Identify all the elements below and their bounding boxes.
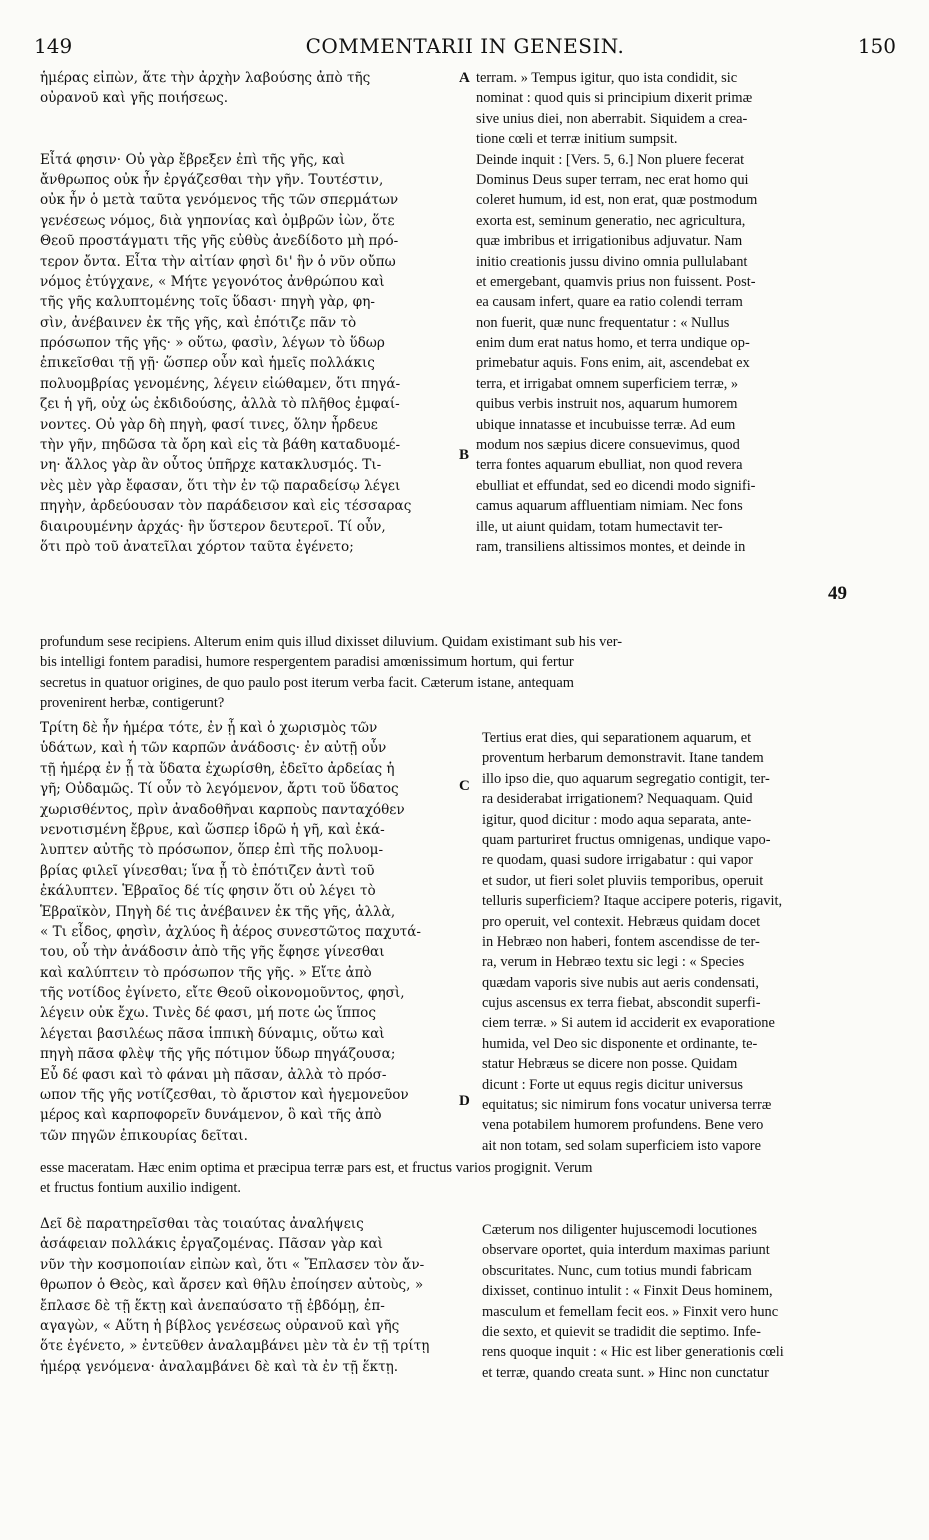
text-line: Εἶτά φησιν· Οὐ γὰρ ἔβρεξεν ἐπὶ τῆς γῆς, καὶ <box>40 151 346 168</box>
text-line: re quodam, quasi sudore irrigabatur : qui vapor <box>482 852 753 869</box>
text-line: rens quoque inquit : « Hic est liber generationis cœli <box>482 1344 784 1361</box>
text-line: et terræ, quando creata sunt. » Hinc non cunctatur <box>482 1364 769 1381</box>
latin-column-1 <box>476 68 886 557</box>
text-line: ait non totam, sed solam superficiem isto vapore <box>482 1137 761 1154</box>
margin-marker-d: D <box>459 1093 470 1109</box>
text-line: humida, vel Deo sic disponente et ordinante, te- <box>482 1035 758 1052</box>
text-line: masculum et femellam fecit eos. » Finxit vero hunc <box>482 1303 779 1320</box>
text-line: νόμος ἐτύγχανε, « Μήτε γεγονότος ἀνθρώπου καὶ <box>40 273 385 290</box>
text-line: ὅτε ἐγένετο, » ἐντεῦθεν ἀναλαμβάνει μὲν τὰ ἐν τῇ τρίτῃ <box>40 1338 430 1355</box>
margin-marker-c: C <box>459 778 470 794</box>
text-line: cujus ascensus ex terra fiebat, abscondit superfi- <box>482 995 761 1012</box>
text-line: ubique innatasse et incubuisse terræ. Ad eum <box>476 416 736 433</box>
text-line: οὐρανοῦ καὶ γῆς ποιήσεως. <box>40 90 229 107</box>
greek-column-2 <box>40 718 458 1146</box>
text-line: ea causam infert, quare ea ratio colendi terram <box>476 294 743 311</box>
text-line: τῆς γῆς καλυπτομένης τοῖς ὕδασι· πηγὴ γὰρ, φη- <box>40 294 375 311</box>
text-line: pro operuit, vel contexit. Hebræus quidam docet <box>482 913 761 930</box>
text-line: modum nos sæpius dicere consuevimus, quod <box>476 437 740 454</box>
text-line: Τρίτη δὲ ἦν ἡμέρα τότε, ἐν ᾗ καὶ ὁ χωρισμὸς τῶν <box>40 720 378 736</box>
text-line: telluris superficiem? Itaque accipere poteris, rigavit, <box>482 893 783 910</box>
text-line: Ἑβραϊκὸν, Πηγὴ δέ τις ἀνέβαινεν ἐκ τῆς γῆς, ἀλλὰ, <box>40 903 396 920</box>
text-line: πηγὴν, ἀρδεύουσαν τὸν παράδεισον καὶ εἰς τέσσαρας <box>40 498 412 515</box>
text-line: dixisset, continuo intulit : « Finxit Deus hominem, <box>482 1283 773 1300</box>
text-line: terra, et irrigabat omnem superficiem terræ, » <box>476 375 739 392</box>
text-line: et sudor, ut fieri solet pluviis temporibus, operuit <box>482 872 764 889</box>
text-line: Cæterum nos diligenter hujuscemodi locutiones <box>482 1222 757 1238</box>
text-line: ἐπικεῖσθαι τῇ γῇ· ὥσπερ οὖν καὶ ἡμεῖς πολλάκις <box>40 355 375 372</box>
text-line: quam parturiret fructus omnigenas, undique vapo- <box>482 831 771 848</box>
text-line: οὐκ ἦν ὁ μετὰ ταῦτα γενόμενος τῆς τῶν σπερμάτων <box>40 192 399 209</box>
page-number-right: 150 <box>857 34 896 58</box>
text-line: bis intelligi fontem paradisi, humore respergentem paradisi amœnissimum hortum, qui fertur <box>40 654 574 671</box>
text-line: observare oportet, quia interdum maximas pariunt <box>482 1242 770 1259</box>
text-line: provenirent herbæ, contigerunt? <box>40 695 225 712</box>
text-line: ἡμέρας εἰπὼν, ἅτε τὴν ἀρχὴν λαβούσης ἀπὸ τῆς <box>40 70 371 86</box>
text-line: « Τι εἶδος, φησὶν, ἀχλύος ἢ ἀέρος συνεστῶτος παχυτά- <box>40 923 422 940</box>
text-line: enim dum erat natus homo, et terra undique op- <box>476 335 750 352</box>
text-line: secretus in quatuor origines, de quo paulo post iterum verba facit. Cæterum istane, antequam <box>40 674 574 691</box>
text-line: initio creationis jussu divino omnia pullulabant <box>476 253 748 270</box>
text-line: exorta est, seminum generatio, nec agricultura, <box>476 212 746 229</box>
latin-full-width-1 <box>40 632 892 714</box>
text-line: λυπτεν αὐτῆς τὸ πρόσωπον, ὅπερ ἐπὶ τῆς πολυομ- <box>40 842 384 859</box>
text-line: camus aquarum affluentiam nimiam. Nec fons <box>476 498 743 515</box>
text-line: Εὖ δέ φασι καὶ τὸ φάναι μὴ πᾶσαν, ἀλλὰ τὸ πρόσ- <box>40 1066 387 1083</box>
text-line: ζει ἡ γῆ, οὐχ ὡς ἐκδιδούσης, ἀλλὰ τὸ πλῆθος ἐμφαί- <box>40 396 400 413</box>
text-line: ἡμέρᾳ γενόμενα· ἀναλαμβάνει δὲ καὶ τὰ ἐν τῇ ἕκτῃ. <box>40 1358 399 1375</box>
text-line: Dominus Deus super terram, nec erat homo qui <box>476 171 749 188</box>
text-line: statur Hebræus se dicere non posse. Quidam <box>482 1056 738 1073</box>
text-line: tione cœli et terræ initium sumpsit. <box>476 131 678 148</box>
text-line: et emergebant, quamvis prius non fuissent. Post- <box>476 273 756 290</box>
text-line: profundum sese recipiens. Alterum enim quis illud dixisset diluvium. Quidam existimant sub his ver- <box>40 634 623 650</box>
text-line: καὶ καλύπτειν τὸ πρόσωπον τῆς γῆς. » Εἴτε ἀπὸ <box>40 964 372 981</box>
running-title: COMMENTARII IN GENESIN. <box>305 34 625 58</box>
text-line: nominat : quod quis si principium dixerit primæ <box>476 90 753 107</box>
text-line: πολυομβρίας γενομένης, λέγειν εἰώθαμεν, ὅτι πηγά- <box>40 375 401 392</box>
margin-marker-a: A <box>459 70 470 86</box>
text-line: ra desiderabat irrigationem? Nequaquam. Quid <box>482 791 753 808</box>
text-line: νὲς μὲν γὰρ ἔφασαν, ὅτι τὴν ἐν τῷ παραδείσῳ λέγει <box>40 477 401 494</box>
text-line: γενέσεως νόμος, διὰ γηπονίας καὶ ὀμβρῶν ἰὼν, ὅτε <box>40 212 395 229</box>
text-line: θρωπον ὁ Θεὸς, καὶ ἄρσεν καὶ θῆλυ ἐποίησεν αὐτοὺς, » <box>40 1277 424 1294</box>
text-line: πρόσωπον τῆς γῆς· » οὕτω, φασὶν, λέγων τὸ ὕδωρ <box>40 335 385 352</box>
text-line: νοντες. Οὐ γὰρ δὴ πηγὴ, φασί τινες, ὅλην ἦρδευε <box>40 416 378 433</box>
greek-column-3 <box>40 1214 458 1377</box>
text-line: illo ipso die, quo aquarum segregatio contigit, ter- <box>482 770 770 787</box>
text-line: ciem terræ. » Si autem id acciderit ex evaporatione <box>482 1015 775 1032</box>
text-line: ἀσάφειαν πολλάκις ἐργαζομένας. Πᾶσαν γὰρ καὶ <box>40 1236 384 1253</box>
text-line: ram, transiliens altissimos montes, et deinde in <box>476 538 746 555</box>
text-line: ἐκάλυπτεν. Ἑβραῖος δέ τίς φησιν ὅτι οὐ λέγει τὸ <box>40 883 376 900</box>
text-line <box>40 129 458 149</box>
text-line: τῶν πηγῶν ἐπικουρίας δεῖται. <box>40 1127 248 1144</box>
text-line <box>40 109 458 129</box>
text-line: terram. » Tempus igitur, quo ista condidit, sic <box>476 70 738 86</box>
text-line: πηγὴ πᾶσα φλὲψ τῆς γῆς πότιμον ὕδωρ πηγάζουσα; <box>40 1046 396 1063</box>
text-line: ἄνθρωπος οὐκ ἦν ἐργάζεσθαι τὴν γῆν. Τουτέστιν, <box>40 171 384 188</box>
text-line: sive unius diei, non aberrabit. Siquidem a crea- <box>476 110 748 127</box>
text-line: proventum herbarum demonstravit. Itane tandem <box>482 750 764 767</box>
text-line: Tertius erat dies, qui separationem aquarum, et <box>482 730 752 746</box>
text-line: τῆς νοτίδος ἐγίνετο, εἴτε Θεοῦ οἰκονομοῦντος, φησὶ, <box>40 985 405 1002</box>
text-line: ra, verum in Hebræo textu sic legi : « Species <box>482 954 745 971</box>
text-line: ἔπλασε δὲ τῇ ἕκτῃ καὶ ἀνεπαύσατο τῇ ἑβδόμῃ, ἐπ- <box>40 1297 385 1314</box>
latin-full-width-2 <box>40 1158 892 1199</box>
text-line: σὶν, ἀνέβαινεν ἐκ τῆς γῆς, καὶ ἐπότιζε πᾶν τὸ <box>40 314 357 331</box>
text-line: γῆ; Οὐδαμῶς. Τί οὖν τὸ λεγόμενον, ἄρτι τοῦ ὕδατος <box>40 781 399 798</box>
text-line: ὑδάτων, καὶ ἡ τῶν καρπῶν ἀνάδοσις· ἐν αὐτῇ οὖν <box>40 740 387 757</box>
text-line: νῦν τὴν κοσμοποιίαν εἰπὼν καὶ, ὅτι « Ἔπλασεν τὸν ἄν- <box>40 1256 425 1273</box>
greek-column-1 <box>40 68 458 557</box>
text-line: Deinde inquit : [Vers. 5, 6.] Non pluere fecerat <box>476 151 745 168</box>
text-line: ebulliat et effundat, sed eo dicendi modo signifi- <box>476 477 756 494</box>
text-line: νη· ἄλλος γὰρ ἂν οὗτος ὑπῆρχε κατακλυσμός. Τι- <box>40 457 382 474</box>
text-line: ωπον τῆς γῆς νοτίζεσθαι, τὸ ἄριστον καὶ ἡγεμονεῦον <box>40 1087 409 1104</box>
page-number-left: 149 <box>34 34 73 58</box>
latin-column-2 <box>482 728 892 1156</box>
text-line: διαιρουμένην ἀρχάς· ἣν ὕστερον δευτεροῖ. Τί οὖν, <box>40 518 386 535</box>
text-line: igitur, quod dicitur : modo aqua separata, ante- <box>482 811 752 828</box>
text-line: αγαγὼν, « Αὕτη ἡ βίβλος γενέσεως οὐρανοῦ καὶ γῆς <box>40 1317 400 1334</box>
text-line: vena potabilem humorem profundens. Bene vero <box>482 1117 764 1134</box>
latin-column-3 <box>482 1220 892 1383</box>
text-line: dicunt : Forte ut equus regis dicitur universus <box>482 1076 743 1093</box>
text-line: ὅτι πρὸ τοῦ ἀνατεῖλαι χόρτον ταῦτα ἐγένετο; <box>40 538 354 555</box>
text-line: esse maceratam. Hæc enim optima et præcipua terræ pars est, et fructus varios progignit. Verum <box>40 1160 593 1176</box>
text-line: βρίας φιλεῖ γίνεσθαι; ἵνα ᾖ τὸ ἐπότιζεν ἀντὶ τοῦ <box>40 862 375 879</box>
text-line: λέγειν οὐκ ἔχω. Τινὲς δέ φασι, μή ποτε ὡς ἵππος <box>40 1005 376 1022</box>
text-line: die sexto, et quievit se tradidit die septimo. Infe- <box>482 1323 761 1340</box>
text-line: του, οὗ τὴν ἀνάδοσιν ἀπὸ τῆς γῆς ἔφησε γίνεσθαι <box>40 944 385 961</box>
text-line: quæ imbribus et irrigationibus adjuvatur. Nam <box>476 233 743 250</box>
text-line: non fuerit, quæ nunc frequentatur : « Nullus <box>476 314 730 331</box>
text-line: μέρος καὶ καρποφορεῖν δυνάμενον, ὃ καὶ τῆς ἀπὸ <box>40 1107 382 1124</box>
text-line: quædam vaporis sive nubis aut aeris condensati, <box>482 974 759 991</box>
text-line: Θεοῦ προστάγματι τῆς γῆς εὐθὺς ἀνεδίδοτο μὴ πρό- <box>40 233 399 250</box>
text-line: primebatur aquis. Fons enim, ait, ascendebat ex <box>476 355 750 372</box>
text-line: χωρισθέντος, πρὶν ἀναδοθῆναι καρποὺς πανταχόθεν <box>40 801 405 818</box>
text-line: λέγεται βασιλέως πᾶσα ἱππικὴ δύναμις, οὕτω καὶ <box>40 1025 385 1042</box>
column-number-marker: 49 <box>828 583 847 604</box>
text-line: obscuritates. Nunc, cum totius mundi fabricam <box>482 1262 752 1279</box>
text-line: in Hebræo non haberi, fontem ascendisse de ter- <box>482 933 760 950</box>
text-line: et fructus fontium auxilio indigent. <box>40 1180 242 1197</box>
text-line: terra fontes aquarum ebulliat, non quod revera <box>476 457 743 474</box>
text-line: τερον ὄντα. Εἶτα τὴν αἰτίαν φησὶ δι' ἣν ὁ νῦν οὔπω <box>40 253 396 270</box>
text-line: νενοτισμένη ἔβρυε, καὶ ὥσπερ ἱδρῶ ἡ γῆ, καὶ ἐκά- <box>40 821 385 838</box>
text-line: coleret humum, id est, non erat, quæ postmodum <box>476 192 758 209</box>
text-line: equitatus; sic nimirum fons vocatur universa terræ <box>482 1097 772 1114</box>
text-line: τὴν γῆν, πηδῶσα τὰ ὄρη καὶ εἰς τὰ βάθη καταδυομέ- <box>40 437 401 454</box>
margin-marker-b: B <box>459 447 470 463</box>
running-header <box>34 34 896 60</box>
text-line: quibus verbis instruit nos, aquarum humorem <box>476 396 738 413</box>
text-line: ille, ut aiunt quidam, totam humectavit ter- <box>476 518 723 535</box>
text-line: τῇ ἡμέρᾳ ἐν ᾗ τὰ ὕδατα ἐχωρίσθη, ἐδεῖτο ἀρδείας ἡ <box>40 760 395 777</box>
text-line: Δεῖ δὲ παρατηρεῖσθαι τὰς τοιαύτας ἀναλήψεις <box>40 1216 364 1232</box>
